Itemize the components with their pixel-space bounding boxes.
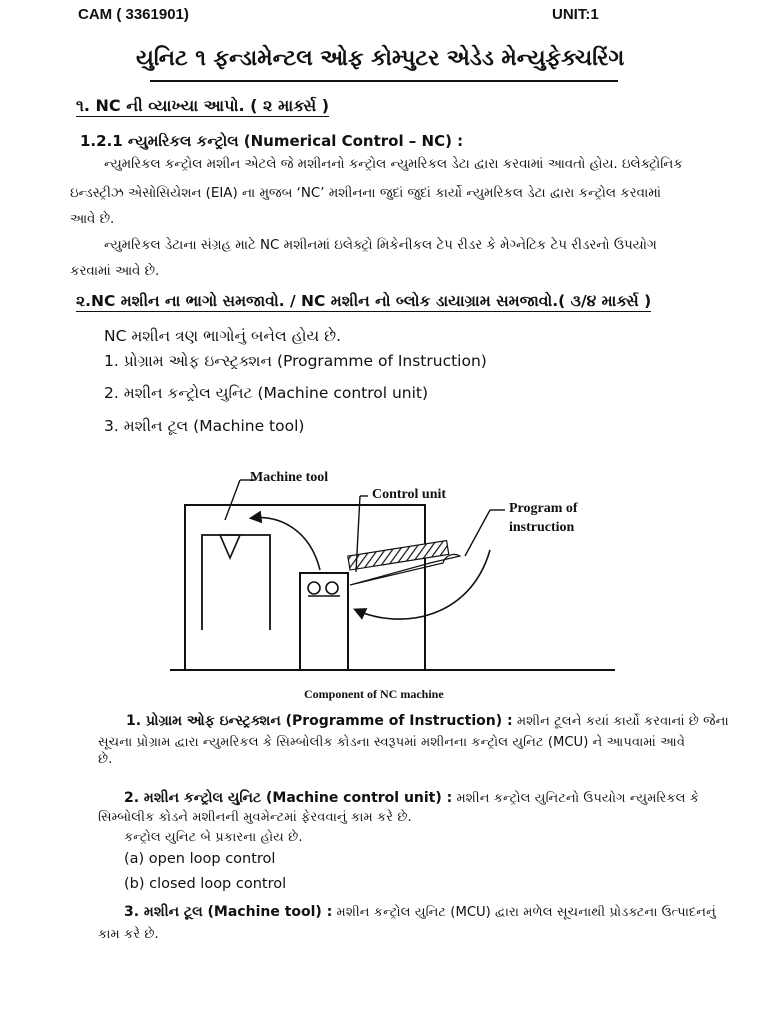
- q1-para1-line1: ન્યુમરિકલ કન્ટ્રોલ મશીન એટલે જે મશીનનો કન્ટ્રોલ ન્યુમરિકલ ડેટા દ્વારા કરવામાં આવતો હોય. ઇલેક્ટ્રોનિક: [104, 157, 683, 172]
- question-1-heading: ૧. NC ની વ્યાખ્યા આપો. ( ૨ માર્ક્સ ): [76, 96, 330, 115]
- tape-reel-icon: [308, 582, 320, 594]
- tape-reel-icon: [326, 582, 338, 594]
- detail-2-open-loop: (a) open loop control: [124, 851, 276, 867]
- detail-2-line1: 2. મશીન કન્ટ્રોલ યુનિટ (Machine control unit) : મશીન કન્ટ્રોલ યુનિટનો ઉપયોગ ન્યુમરિકલ કે: [124, 790, 700, 806]
- control-unit-box: [300, 573, 348, 670]
- course-code: CAM ( 3361901): [78, 6, 189, 23]
- label-control-unit: Control unit: [372, 487, 447, 502]
- detail-1-line3: છે.: [98, 752, 113, 767]
- machine-tool-body: [185, 505, 425, 670]
- page-title: યુનિટ ૧ ફન્ડામેન્ટલ ઓફ કોમ્પુટર એડેડ મેન્યુફેક્ચરિંગ: [135, 46, 625, 71]
- detail-1-line2: સૂચના પ્રોગ્રામ દ્વારા ન્યુમરિકલ કે સિમ્બોલીક કોડના સ્વરૂપમાં મશીનના કન્ટ્રોલ યુનિટ (MCU) ને આપવામાં આવે: [98, 735, 686, 750]
- unit-label: UNIT:1: [552, 6, 599, 23]
- detail-2-line3: કન્ટ્રોલ યુનિટ બે પ્રકારના હોય છે.: [124, 830, 303, 845]
- detail-1-line1: 1. પ્રોગ્રામ ઓફ ઇન્સ્ટ્રક્શન (Programme of Instruction) : મશીન ટૂલને કયાં કાર્યો કરવાનાં છે જેના: [126, 713, 729, 729]
- detail-2-closed-loop: (b) closed loop control: [124, 876, 287, 892]
- cutting-tool-icon: [220, 535, 240, 558]
- detail-2-line2: સિમ્બોલીક કોડને મશીનની મુવમેન્ટમાં ફેરવવાનું કામ કરે છે.: [98, 810, 412, 825]
- detail-3-line1: 3. મશીન ટૂલ (Machine tool) : મશીન કન્ટ્રોલ યુનિટ (MCU) દ્વારા મળેલ સૂચનાથી પ્રોડક્ટના ઉત્પાદનનું: [124, 904, 716, 920]
- machine-tool-compartment: [202, 535, 270, 630]
- q2-item-1: 1. પ્રોગ્રામ ઓફ ઇન્સ્ટ્રક્શન (Programme of Instruction): [104, 352, 487, 370]
- section-1-2-1-title: 1.2.1 ન્યુમરિકલ કન્ટ્રોલ (Numerical Control – NC) :: [80, 132, 464, 150]
- q1-para2-line2: કરવામાં આવે છે.: [70, 264, 160, 279]
- label-program-line2: instruction: [509, 520, 575, 535]
- q2-item-2: 2. મશીન કન્ટ્રોલ યુનિટ (Machine control unit): [104, 384, 429, 402]
- label-program-line1: Program of: [509, 501, 578, 516]
- q1-para1-line3: આવે છે.: [70, 212, 115, 227]
- title-underline: [150, 80, 618, 82]
- q1-para2-line1: ન્યુમરિકલ ડેટાના સંગ્રહ માટે NC મશીનમાં ઇલેક્ટ્રો મિકેનીકલ ટેપ રીડર કે મેગ્નેટિક ટેપ રીડરનો ઉપયોગ: [104, 238, 657, 253]
- q2-item-3: 3. મશીન ટૂલ (Machine tool): [104, 417, 305, 435]
- diagram-caption: Component of NC machine: [304, 687, 444, 701]
- label-machine-tool: Machine tool: [250, 470, 329, 485]
- q2-intro: NC મશીન ત્રણ ભાગોનું બનેલ હોય છે.: [104, 327, 342, 345]
- detail-3-line2: કામ કરે છે.: [98, 927, 159, 942]
- arrow-control-to-machine: [252, 518, 320, 570]
- q1-para1-line2: ઇન્ડસ્ટ્રીઝ એસોસિયેશન (EIA) ના મુજબ ‘NC’ મશીનના જુદાં જુદાં કાર્યો ન્યુમરિકલ ડેટા દ્વારા કન્ટ્રોલ કરવામાં: [70, 186, 662, 201]
- question-2-heading: ૨.NC મશીન ના ભાગો સમજાવો. / NC મશીન નો બ્લોક ડાયાગ્રામ સમજાવો.( ૩/૪ માર્ક્સ ): [76, 292, 652, 310]
